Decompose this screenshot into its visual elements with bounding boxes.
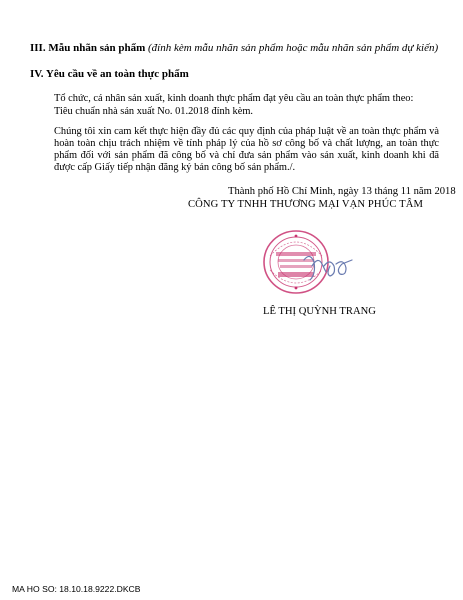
section-3-heading-line xyxy=(30,42,438,54)
signer-name: LÊ THỊ QUỲNH TRANG xyxy=(263,306,376,317)
paragraph-requirement: Tổ chức, cá nhân sản xuất, kinh doanh thực phẩm đạt yêu cầu an toàn thực phẩm theo: xyxy=(54,93,414,104)
paragraph-standard: Tiêu chuẩn nhà sản xuất No. 01.2018 đính kèm. xyxy=(54,106,254,117)
place-date: Thành phố Hồ Chí Minh, ngày 13 tháng 11 năm 2018 xyxy=(228,186,456,197)
section-3-note: (đính kèm mẫu nhãn sản phẩm hoặc mẫu nhãn sản phẩm dự kiến) xyxy=(148,42,439,54)
seal-stamp-icon xyxy=(264,231,328,293)
company-seal xyxy=(260,222,368,302)
paragraph-commitment: Chúng tôi xin cam kết thực hiện đầy đủ các quy định của pháp luật về an toàn thực phẩm và hoàn toàn chịu trách nhiệm về tính pháp lý của hồ sơ công bố và chất lượng, an toàn thực phẩm đối với sản phẩm đã công bố và chỉ đưa sản phẩm vào sản xuất, kinh doanh khi đã được cấp Giấy tiếp nhận đăng ký bản công bố sản phẩm./. xyxy=(54,126,439,173)
company-name: CÔNG TY TNHH THƯƠNG MẠI VẠN PHÚC TÂM xyxy=(188,199,423,210)
file-code: MA HO SO: 18.10.18.9222.DKCB xyxy=(12,584,141,594)
section-4-heading: IV. Yêu cầu về an toàn thực phẩm xyxy=(30,68,189,80)
section-3-heading: III. Mẫu nhãn sản phẩm xyxy=(30,42,146,54)
